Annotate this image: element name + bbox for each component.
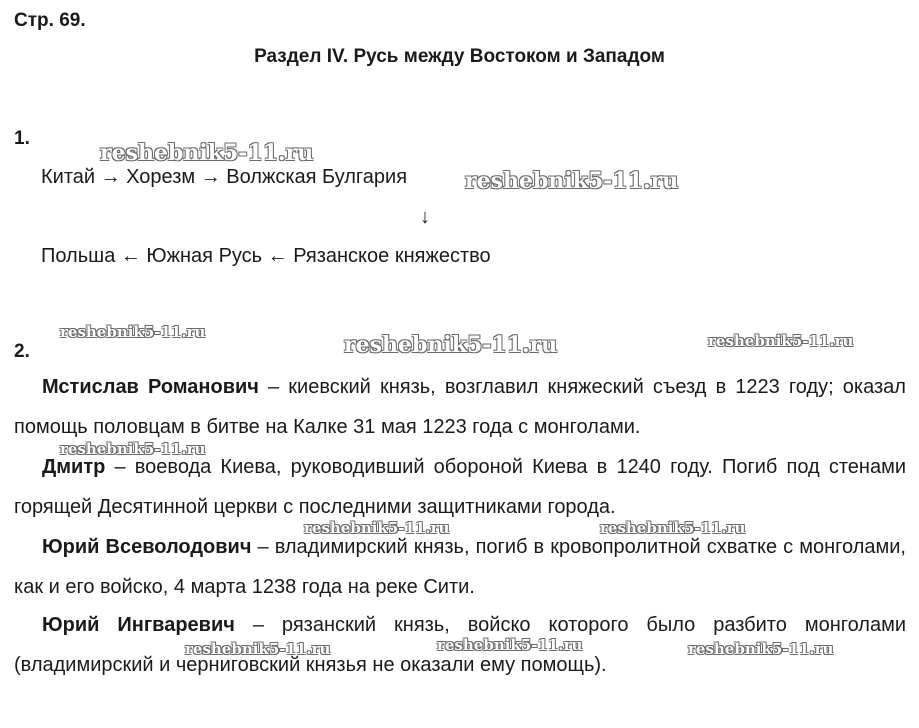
entry-name: Дмитр [42,456,106,478]
entry-name: Юрий Всеволодович [42,536,252,558]
entry-yuri-vsevolodovich [14,527,906,607]
entry-dash: – [251,536,275,558]
watermark: reshebnik5-11.ru [304,519,450,537]
entry-text: владимирский князь, погиб в кровопролитной схватке с монголами, как и его войско, 4 марта 1238 года на реке Сити. [14,536,906,598]
entry-text: киевский князь, возглавил княжеский съезд в 1223 году; оказал помощь половцам в битве на Калке 31 мая 1223 года с монголами. [14,376,906,438]
entry-dash: – [105,456,135,478]
watermark: reshebnik5-11.ru [465,168,679,194]
route-top: Китай → Хорезм → Волжская Булгария [41,166,408,188]
question-2-number: 2. [14,341,30,362]
watermark: reshebnik5-11.ru [60,323,206,341]
section-title: Раздел IV. Русь между Востоком и Западом [254,46,665,67]
entry-name: Мстислав Романович [42,376,259,398]
entry-dash: – [234,614,282,636]
entry-mstislav [14,367,906,447]
entry-name: Юрий Ингваревич [42,614,235,636]
entry-text: рязанский князь, войско которого было разбито монголами (владимирский и черниговский князья не оказали ему помощь). [14,614,906,676]
route-bottom: Польша ← Южная Русь ← Рязанское княжество [41,245,491,267]
watermark: reshebnik5-11.ru [185,640,331,658]
watermark: reshebnik5-11.ru [688,640,834,658]
entry-dash: – [258,376,289,398]
entry-dmitr [14,447,906,527]
page-number: Стр. 69. ​ [14,10,91,31]
watermark: reshebnik5-11.ru [60,440,206,458]
down-arrow: ↓ [420,206,430,228]
entry-yuri-ingvarevich [14,605,906,685]
watermark: reshebnik5-11.ru [344,332,558,358]
watermark: reshebnik5-11.ru [100,140,314,166]
question-1-number: 1. [14,128,30,149]
watermark: reshebnik5-11.ru [600,519,746,537]
watermark: reshebnik5-11.ru [708,332,854,350]
watermark: reshebnik5-11.ru [437,636,583,654]
entry-text: воевода Киева, руководивший обороной Киева в 1240 году. Погиб под стенами горящей Десятинной церкви с последними защитниками города. [14,456,906,518]
